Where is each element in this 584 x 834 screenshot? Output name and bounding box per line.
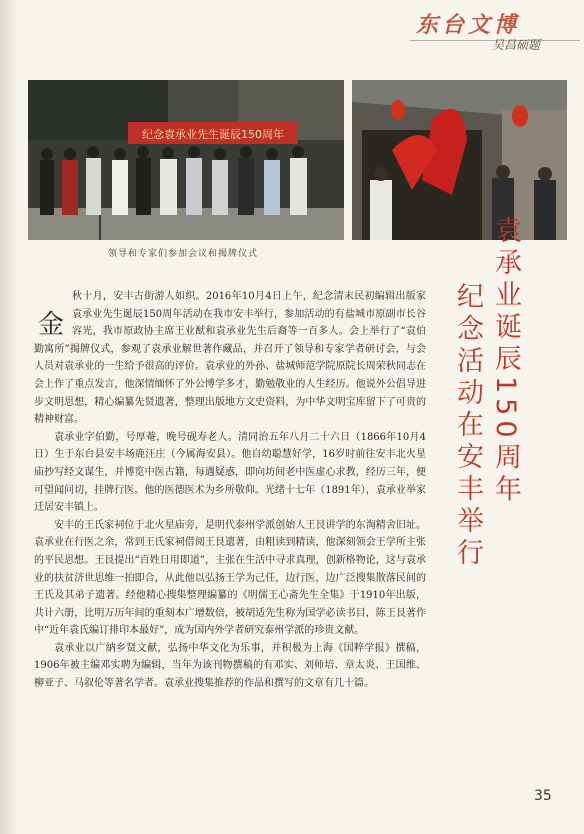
masthead-signature: 吴昌硕题 [492, 38, 541, 52]
article-paragraph-2: 袁承业字伯勤，号厚菴，晚号砚寿老人。清同治五年八月二十六日（1866年10月4日）生于东台县安丰场鹿汪庄（今属海安县）。他自幼聪慧好学，16岁时前往安丰北火星庙抄写经文谋生，并博览中医古籍，每遇疑惑，即向坊间老中医虚心求教，经历三年，便可望闻问切，挂牌行医。他的医德医术为乡所敬仰。光绪十七年（1891年），袁承业举家迁居安丰镇上。 [34, 431, 426, 514]
scan-edge [0, 0, 18, 834]
article-paragraph-1 [34, 288, 426, 429]
page-number: 35 [534, 788, 552, 804]
article-body [34, 288, 426, 693]
masthead [410, 6, 580, 56]
article-paragraph-4: 袁承业以广納乡贤文献，弘扬中华文化为乐事，并积极为上海《国粹学报》撰稿，1906年被主编邓实聘为编辑，当年为该刊物撰稿的有邓实、刘师培、章太炎、王国维、柳亚子、马叙伦等著名学者。袁承业搜集推荐的作品和撰写的文章有几十篇。 [34, 642, 426, 690]
photo-caption: 领导和专家们参加会议和揭牌仪式 [108, 249, 259, 259]
banner-text: 纪念袁承业先生诞辰150周年 [142, 128, 284, 141]
drop-cap: 金 [38, 310, 65, 340]
unveiling-photo [352, 80, 567, 240]
article-paragraph-3: 安丰的王氏家祠位于北火星庙旁，是明代泰州学派创始人王艮讲学的东淘精舍旧址。袁承业在行医之余，常到王氏家祠借阅王艮遗著，由粗读到精读，他深刻领会王学所主张的平民思想。王艮提出“百姓日用即道”，主张在生活中寻求真理，创新格物论，这与袁承业的扶贫济世思维一拍即合，从此他以弘扬王学为己任，边行医，边广泛搜集散落民间的王氏及其弟子遗著。经他精心搜集整理编纂的《明儒王心斋先生全集》于1910年出版，共计六册，比明万历年间的重刻本广增数倍，被胡适先生称为国学必读书目，陈王艮著作中“近年袁氏编订排印本最好”，成为国内外学者研究泰州学派的珍贵文献。 [34, 519, 426, 637]
paragraph-1-text: 秋十月，安丰古街游人如织。2016年10月4日上午，纪念清末民初编辑出版家袁承业先生诞辰150周年活动在我市安丰举行，参加活动的有盐城市原副市长谷容光，我市原政协主席王业猷和袁承业先生后裔等一百多人。会上举行了“袁伯勤寓所”揭牌仪式，参观了袁承业解世著作藏品，并召开了领导和专家学者研讨会，与会人员对袁承业的一生给予很高的评价。袁承业的外孙、盐城师范学院原院长周荣秋同志在会上作了重点发言，他深情缅怀了外公博学多才，勤勉敬业的人生经历。他说外公倡导进步文明思想，精心编纂先贤遗著，整理出版地方文史资料，为中华文明宝库留下了可贵的精神财富。 [34, 291, 426, 426]
headline-line-1: 袁承业诞辰150周年 [490, 216, 521, 507]
masthead-title: 东台文博 [416, 12, 521, 38]
headline-line-2: 纪念活动在安丰举行 [452, 282, 483, 570]
meeting-photo [28, 80, 344, 240]
